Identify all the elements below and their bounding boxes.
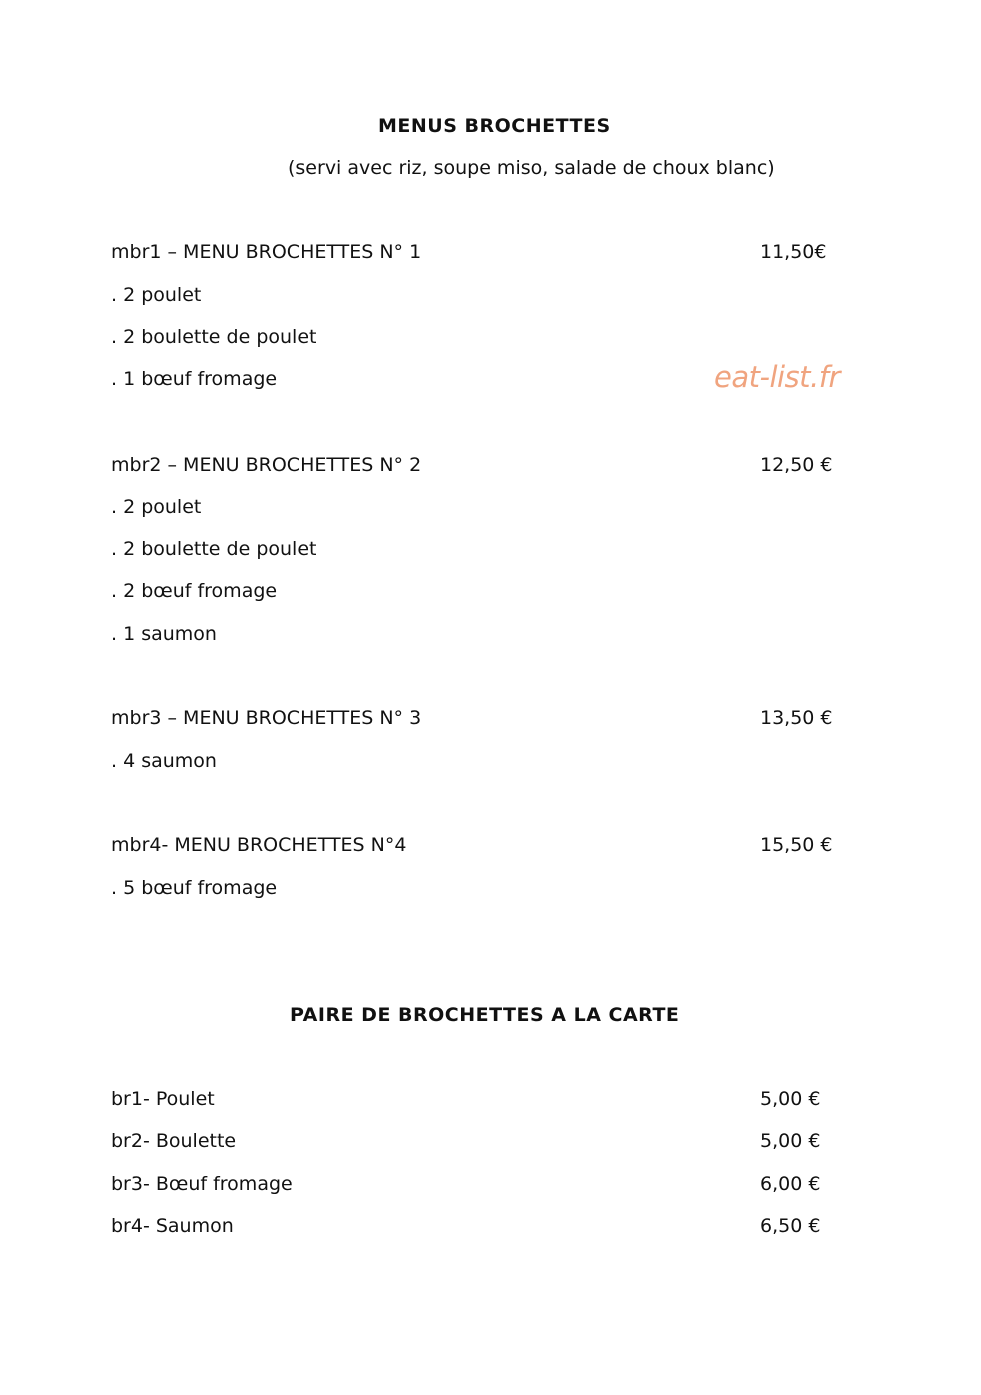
menu-item-name: mbr2 – MENU BROCHETTES N° 2 [111,454,422,476]
carte-item-price: 5,00 € [760,1088,821,1110]
menu-item-component: . 1 saumon [111,623,217,645]
menu-item-component: . 1 bœuf fromage [111,368,278,390]
menu-item-price: 11,50€ [760,241,827,263]
menu-item-component: . 5 bœuf fromage [111,877,278,899]
menu-item-name: mbr3 – MENU BROCHETTES N° 3 [111,707,422,729]
menu-item-price: 15,50 € [760,834,833,856]
section-title-menus: MENUS BROCHETTES [378,115,611,137]
carte-item-price: 6,50 € [760,1215,821,1237]
menu-item-component: . 2 poulet [111,496,202,518]
section-title-carte: PAIRE DE BROCHETTES A LA CARTE [290,1004,680,1026]
menu-item-component: . 2 poulet [111,284,202,306]
carte-item-name: br2- Boulette [111,1130,237,1152]
menu-item-name: mbr1 – MENU BROCHETTES N° 1 [111,241,422,263]
menu-item-price: 13,50 € [760,707,833,729]
carte-item-name: br4- Saumon [111,1215,234,1237]
menu-item-component: . 4 saumon [111,750,217,772]
carte-item-price: 6,00 € [760,1173,821,1195]
watermark: eat-list.fr [714,360,840,394]
menu-item-component: . 2 boulette de poulet [111,326,317,348]
menu-item-component: . 2 boulette de poulet [111,538,317,560]
menu-item-name: mbr4- MENU BROCHETTES N°4 [111,834,407,856]
section-subtitle: (servi avec riz, soupe miso, salade de choux blanc) [288,157,775,179]
menu-item-component: . 2 bœuf fromage [111,580,278,602]
carte-item-name: br1- Poulet [111,1088,215,1110]
menu-item-price: 12,50 € [760,454,833,476]
carte-item-price: 5,00 € [760,1130,821,1152]
carte-item-name: br3- Bœuf fromage [111,1173,293,1195]
